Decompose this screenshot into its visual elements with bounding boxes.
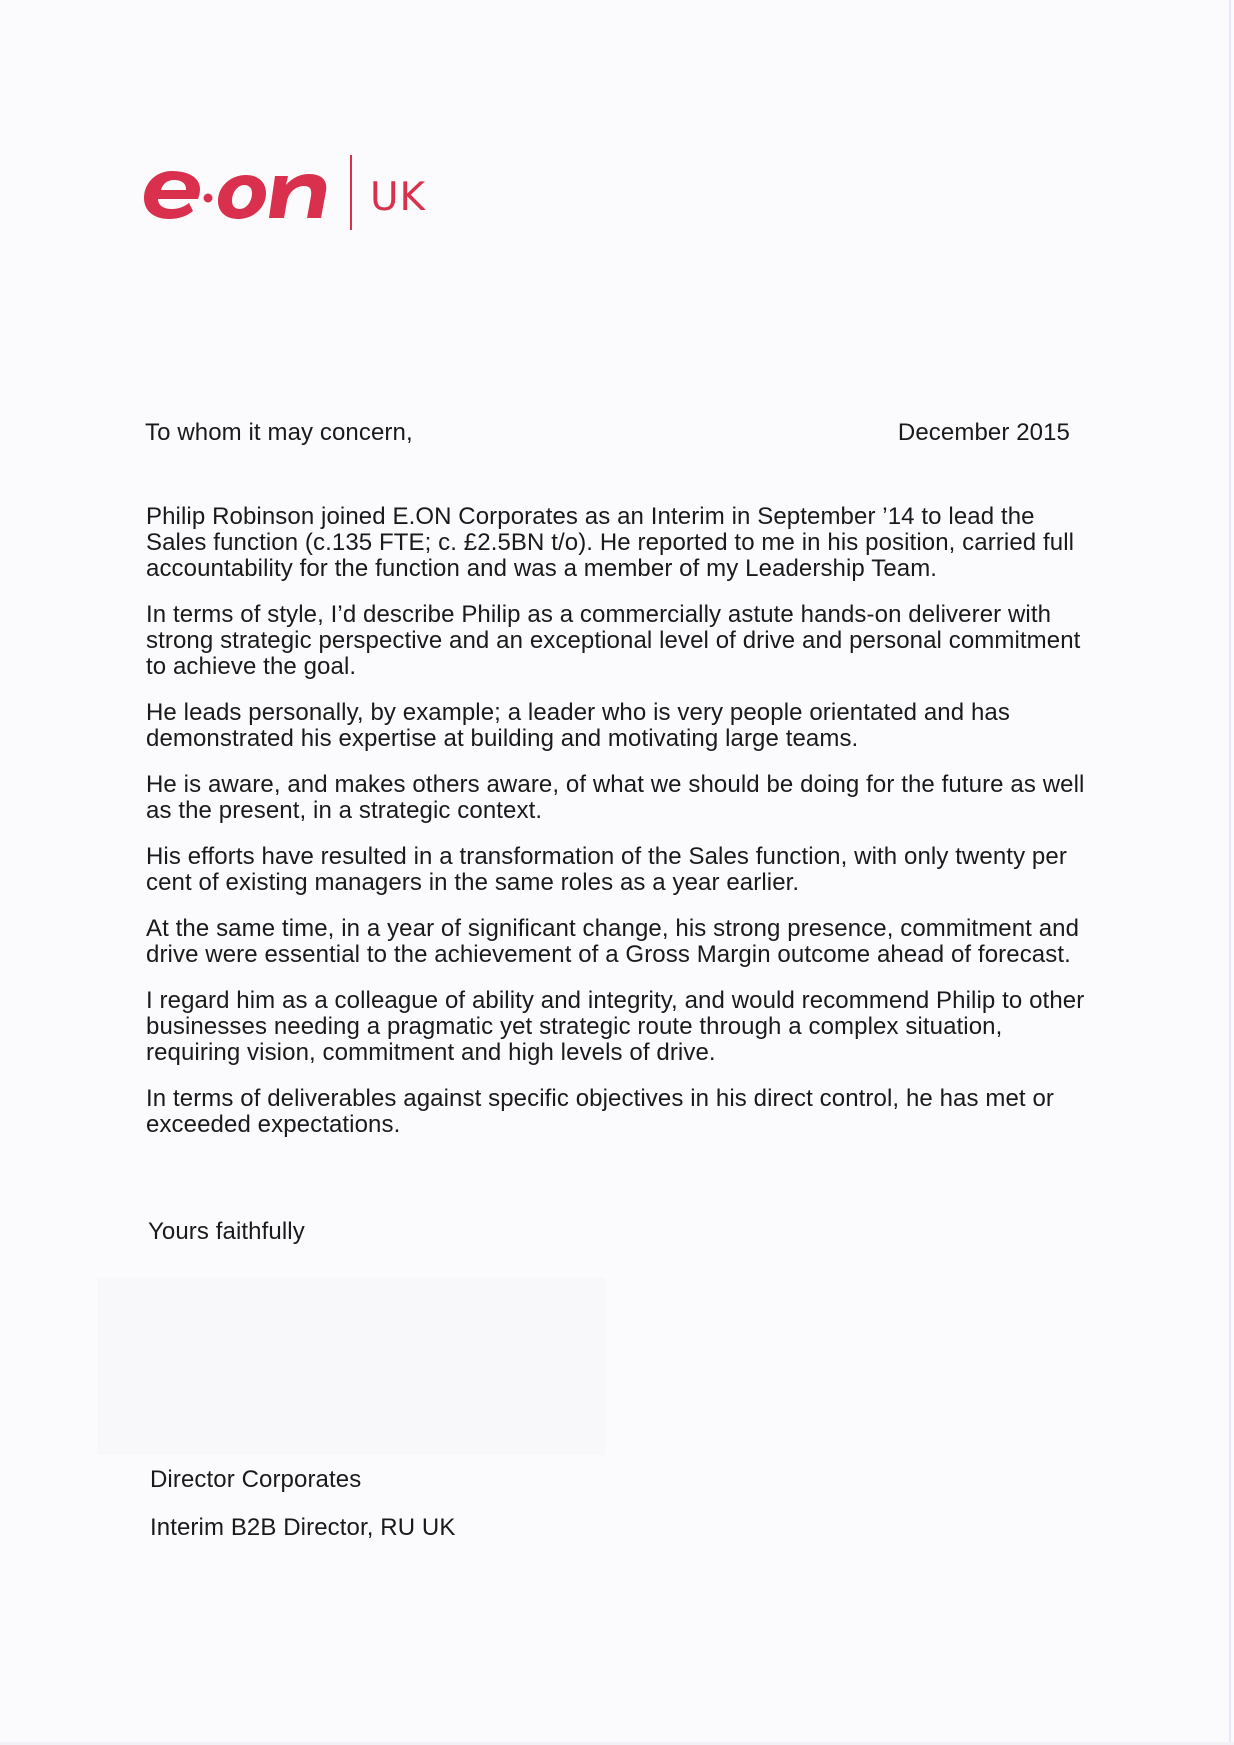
redacted-signature bbox=[97, 1278, 605, 1455]
letter-date: December 2015 bbox=[897, 419, 1070, 446]
eon-uk-logo bbox=[140, 153, 440, 233]
paragraph: In terms of deliverables against specific objectives in his direct control, he has met or exceeded expectations. bbox=[146, 1085, 1054, 1138]
paragraph: I regard him as a colleague of ability and integrity, and would recommend Philip to other businesses needing a pragmatic yet strategic route through a complex situation, requiring vision, commitment and high levels of drive. bbox=[146, 987, 1085, 1066]
salutation: To whom it may concern, bbox=[145, 419, 413, 446]
signatory-subtitle: Interim B2B Director, RU UK bbox=[150, 1514, 456, 1541]
paragraph: He is aware, and makes others aware, of what we should be doing for the future as well as the present, in a strategic context. bbox=[146, 771, 1085, 824]
paragraph: In terms of style, I’d describe Philip as a commercially astute hands-on deliverer with strong strategic perspective and an exceptional level of drive and personal commitment to achieve the goal. bbox=[146, 601, 1081, 680]
closing: Yours faithfully bbox=[148, 1218, 305, 1245]
eon-wordmark-icon bbox=[142, 165, 334, 221]
logo-divider bbox=[350, 155, 352, 230]
logo-region-text: UK bbox=[370, 175, 427, 220]
paragraph: Philip Robinson joined E.ON Corporates as an Interim in September ’14 to lead the Sales function (c.135 FTE; c. £2.5BN t/o). He reported to me in his position, carried full accountability for the function and was a member of my Leadership Team. bbox=[146, 503, 1075, 582]
paragraph: He leads personally, by example; a leader who is very people orientated and has demonstrated his expertise at building and motivating large teams. bbox=[146, 699, 1010, 752]
letter-body bbox=[146, 504, 1091, 1158]
paragraph: His efforts have resulted in a transformation of the Sales function, with only twenty per cent of existing managers in the same roles as a year earlier. bbox=[146, 843, 1067, 896]
signatory-title: Director Corporates bbox=[150, 1466, 362, 1493]
page-edge bbox=[1229, 0, 1231, 1745]
paragraph: At the same time, in a year of significant change, his strong presence, commitment and drive were essential to the achievement of a Gross Margin outcome ahead of forecast. bbox=[146, 915, 1080, 968]
